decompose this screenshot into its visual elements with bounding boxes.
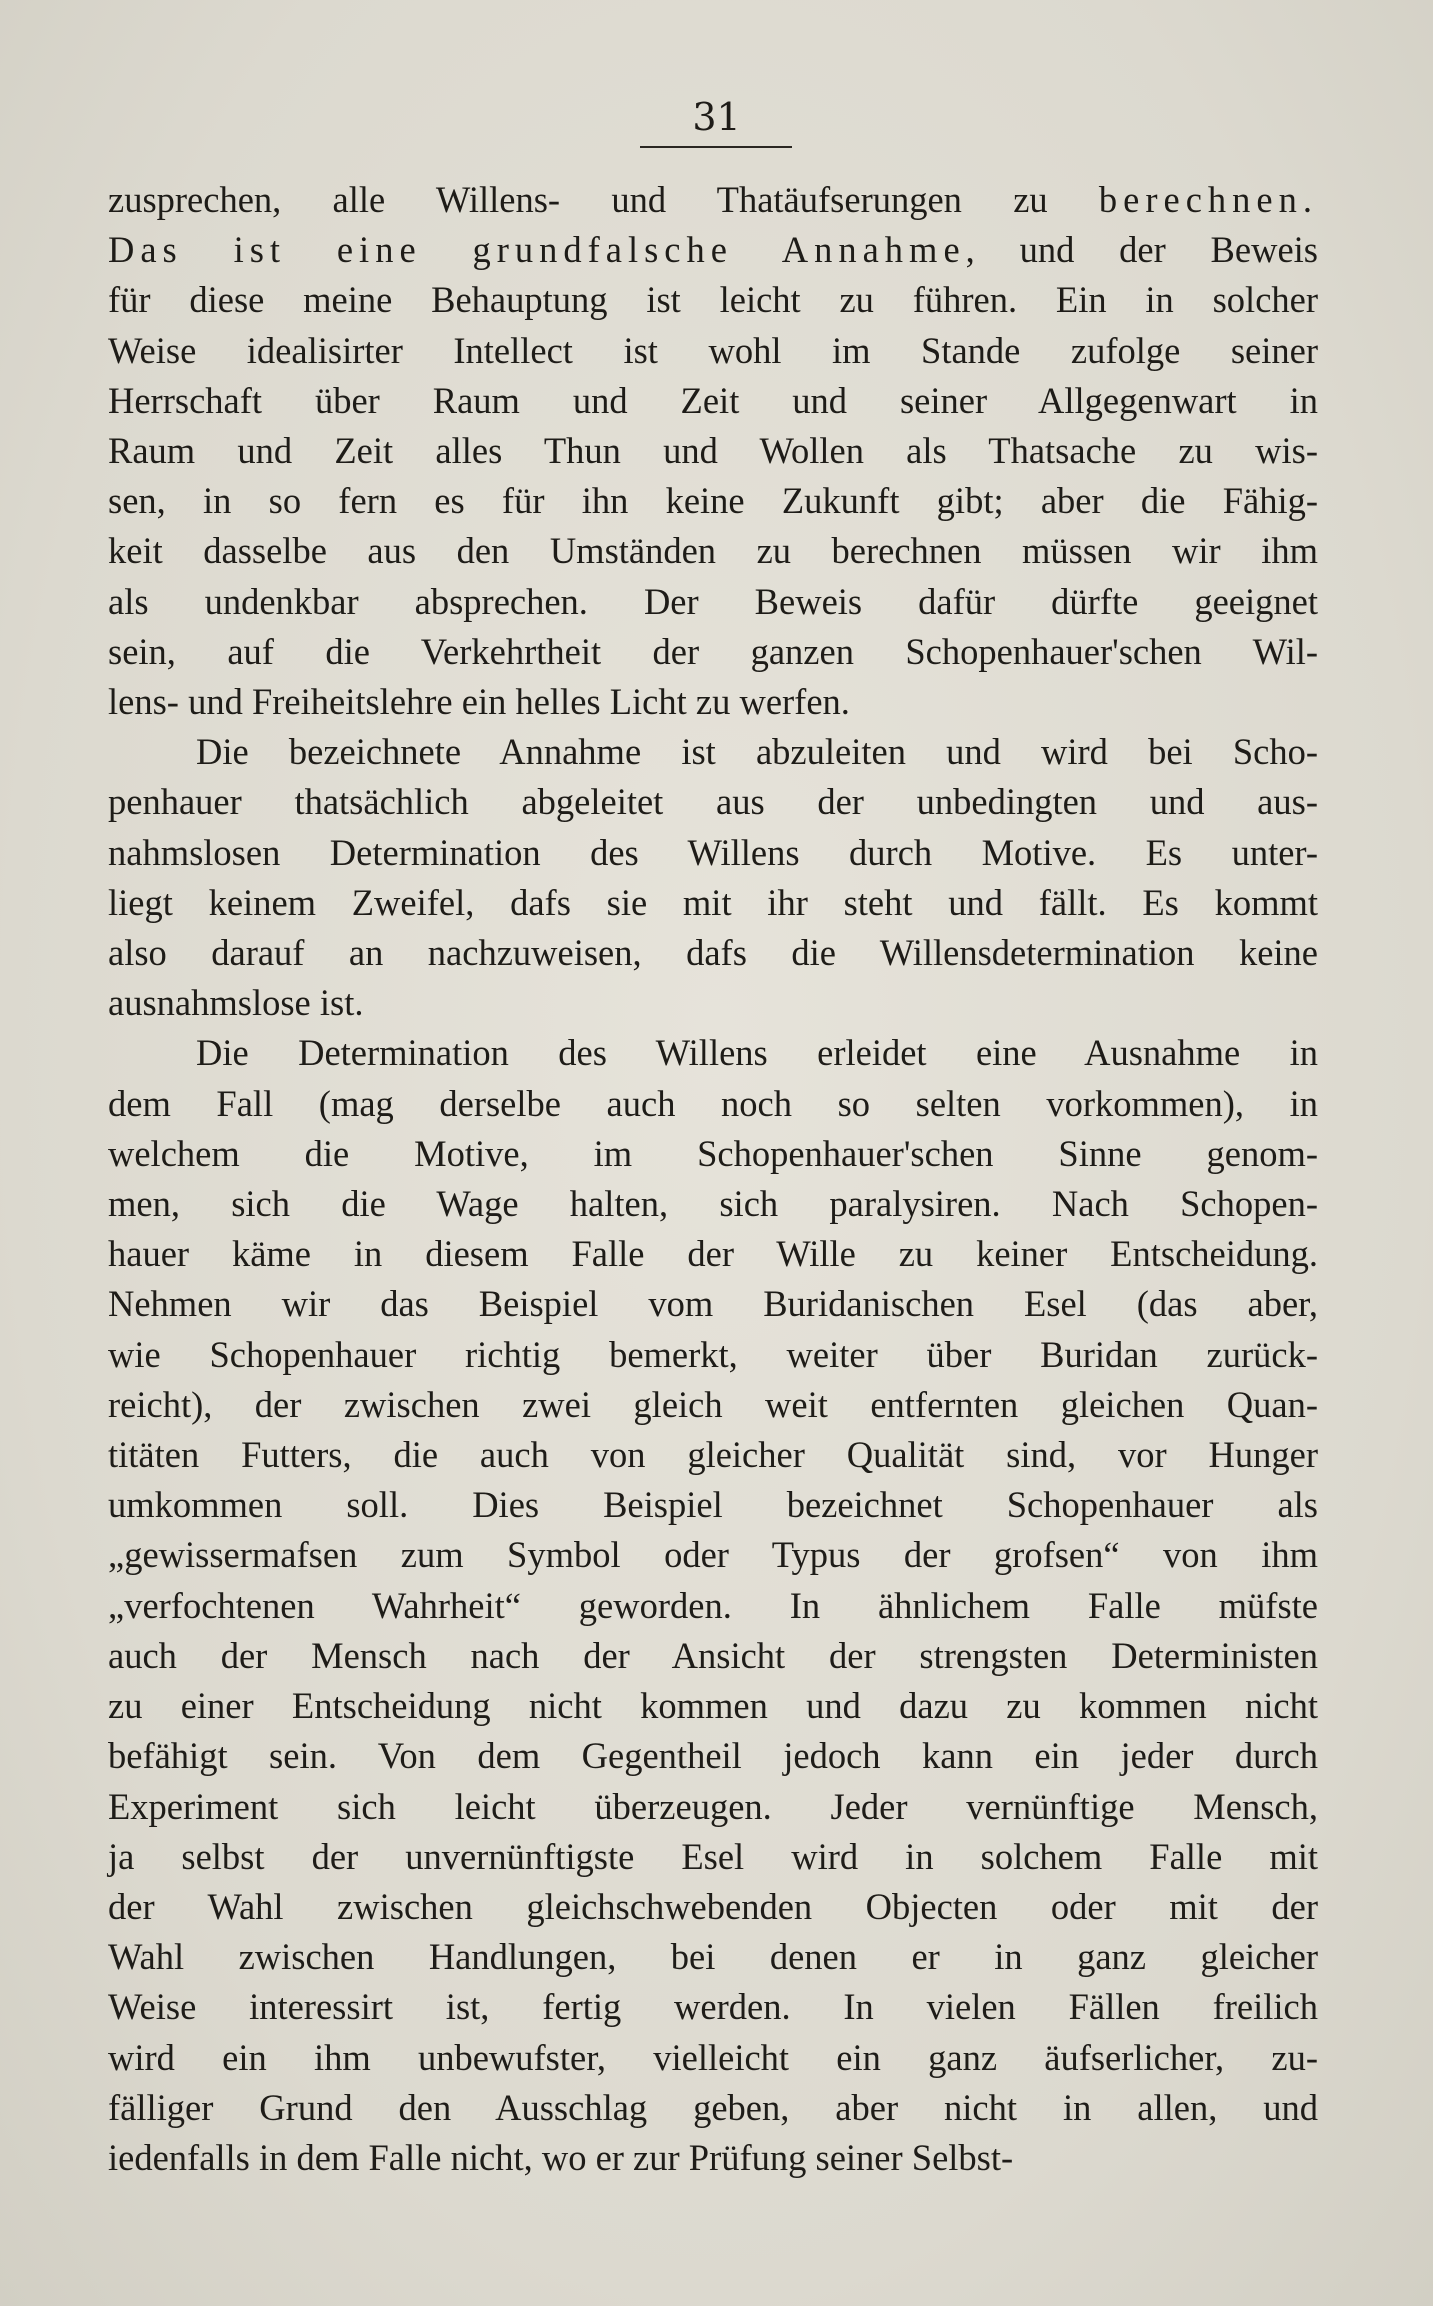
- text-line: Herrschaft über Raum und Zeit und seiner Allgegenwart in: [108, 379, 1318, 421]
- text-line: welchem die Motive, im Schopenhauer'schen Sinne genom-: [108, 1132, 1318, 1174]
- text-line: dem Fall (mag derselbe auch noch so selten vorkommen), in: [108, 1082, 1318, 1124]
- paragraph: [108, 175, 1318, 727]
- body-text: [108, 175, 1318, 2183]
- text-line: iedenfalls in dem Falle nicht, wo er zur Prüfung seiner Selbst-: [108, 2136, 1014, 2178]
- text-line: lens- und Freiheitslehre ein helles Licht zu werfen.: [108, 681, 850, 723]
- text-line: nahmslosen Determination des Willens durch Motive. Es unter-: [108, 831, 1318, 873]
- text-line: reicht), der zwischen zwei gleich weit entfernten gleichen Quan-: [108, 1383, 1318, 1425]
- text-line: Die Determination des Willens erleidet eine Ausnahme in: [196, 1032, 1318, 1074]
- text-line: men, sich die Wage halten, sich paralysiren. Nach Schopen-: [108, 1183, 1318, 1225]
- text-line: wird ein ihm unbewufster, vielleicht ein ganz äufserlicher, zu-: [108, 2036, 1318, 2078]
- text-line: hauer käme in diesem Falle der Wille zu keiner Entscheidung.: [108, 1233, 1318, 1275]
- text-line: Weise idealisirter Intellect ist wohl im Stande zufolge seiner: [108, 329, 1318, 371]
- text-line: Das ist eine grundfalsche Annahme, und der Beweis: [108, 229, 1318, 271]
- text-line: für diese meine Behauptung ist leicht zu führen. Ein in solcher: [108, 279, 1318, 321]
- text-line: „gewissermafsen zum Symbol oder Typus der grofsen“ von ihm: [108, 1534, 1318, 1576]
- text-line: also darauf an nachzuweisen, dafs die Willensdetermination keine: [108, 932, 1318, 974]
- page-number: 31: [692, 95, 741, 139]
- paragraph: [108, 727, 1318, 1028]
- text-line: sen, in so fern es für ihn keine Zukunft gibt; aber die Fähig-: [108, 480, 1318, 522]
- text-line: Experiment sich leicht überzeugen. Jeder vernünftige Mensch,: [108, 1785, 1318, 1827]
- text-line: befähigt sein. Von dem Gegentheil jedoch kann ein jeder durch: [108, 1735, 1318, 1777]
- text-line: keit dasselbe aus den Umständen zu berechnen müssen wir ihm: [108, 530, 1318, 572]
- text-line: Wahl zwischen Handlungen, bei denen er in ganz gleicher: [108, 1936, 1318, 1978]
- header-rule: [640, 146, 792, 148]
- text-line: zu einer Entscheidung nicht kommen und dazu zu kommen nicht: [108, 1685, 1318, 1727]
- text-line: ja selbst der unvernünftigste Esel wird in solchem Falle mit: [108, 1835, 1318, 1877]
- text-line: ausnahmslose ist.: [108, 982, 364, 1024]
- text-line: titäten Futters, die auch von gleicher Qualität sind, vor Hunger: [108, 1434, 1318, 1476]
- emphasis-text: Das ist eine grundfalsche Annahme: [108, 229, 966, 271]
- text-line: Weise interessirt ist, fertig werden. In vielen Fällen freilich: [108, 1986, 1318, 2028]
- text-line: Die bezeichnete Annahme ist abzuleiten und wird bei Scho-: [196, 731, 1318, 773]
- text-line: wie Schopenhauer richtig bemerkt, weiter über Buridan zurück-: [108, 1333, 1318, 1375]
- text-line: penhauer thatsächlich abgeleitet aus der unbedingten und aus-: [108, 781, 1318, 823]
- text-line: Raum und Zeit alles Thun und Wollen als Thatsache zu wis-: [108, 430, 1318, 472]
- text-line: „verfochtenen Wahrheit“ geworden. In ähnlichem Falle müfste: [108, 1584, 1318, 1626]
- text-line: umkommen soll. Dies Beispiel bezeichnet Schopenhauer als: [108, 1484, 1318, 1526]
- text-line: Nehmen wir das Beispiel vom Buridanischen Esel (das aber,: [108, 1283, 1318, 1325]
- paragraph: [108, 1028, 1318, 2183]
- text-line: der Wahl zwischen gleichschwebenden Objecten oder mit der: [108, 1885, 1318, 1927]
- emphasis-text: berechnen.: [1098, 179, 1318, 220]
- text-line: als undenkbar absprechen. Der Beweis dafür dürfte geeignet: [108, 580, 1318, 622]
- text-line: fälliger Grund den Ausschlag geben, aber nicht in allen, und: [108, 2086, 1318, 2128]
- text-line: liegt keinem Zweifel, dafs sie mit ihr steht und fällt. Es kommt: [108, 881, 1318, 923]
- text-line: zusprechen, alle Willens- und Thatäufserungen zu berechnen.: [108, 179, 1318, 220]
- text-line: auch der Mensch nach der Ansicht der strengsten Deterministen: [108, 1634, 1318, 1676]
- text-line: sein, auf die Verkehrtheit der ganzen Schopenhauer'schen Wil-: [108, 630, 1318, 672]
